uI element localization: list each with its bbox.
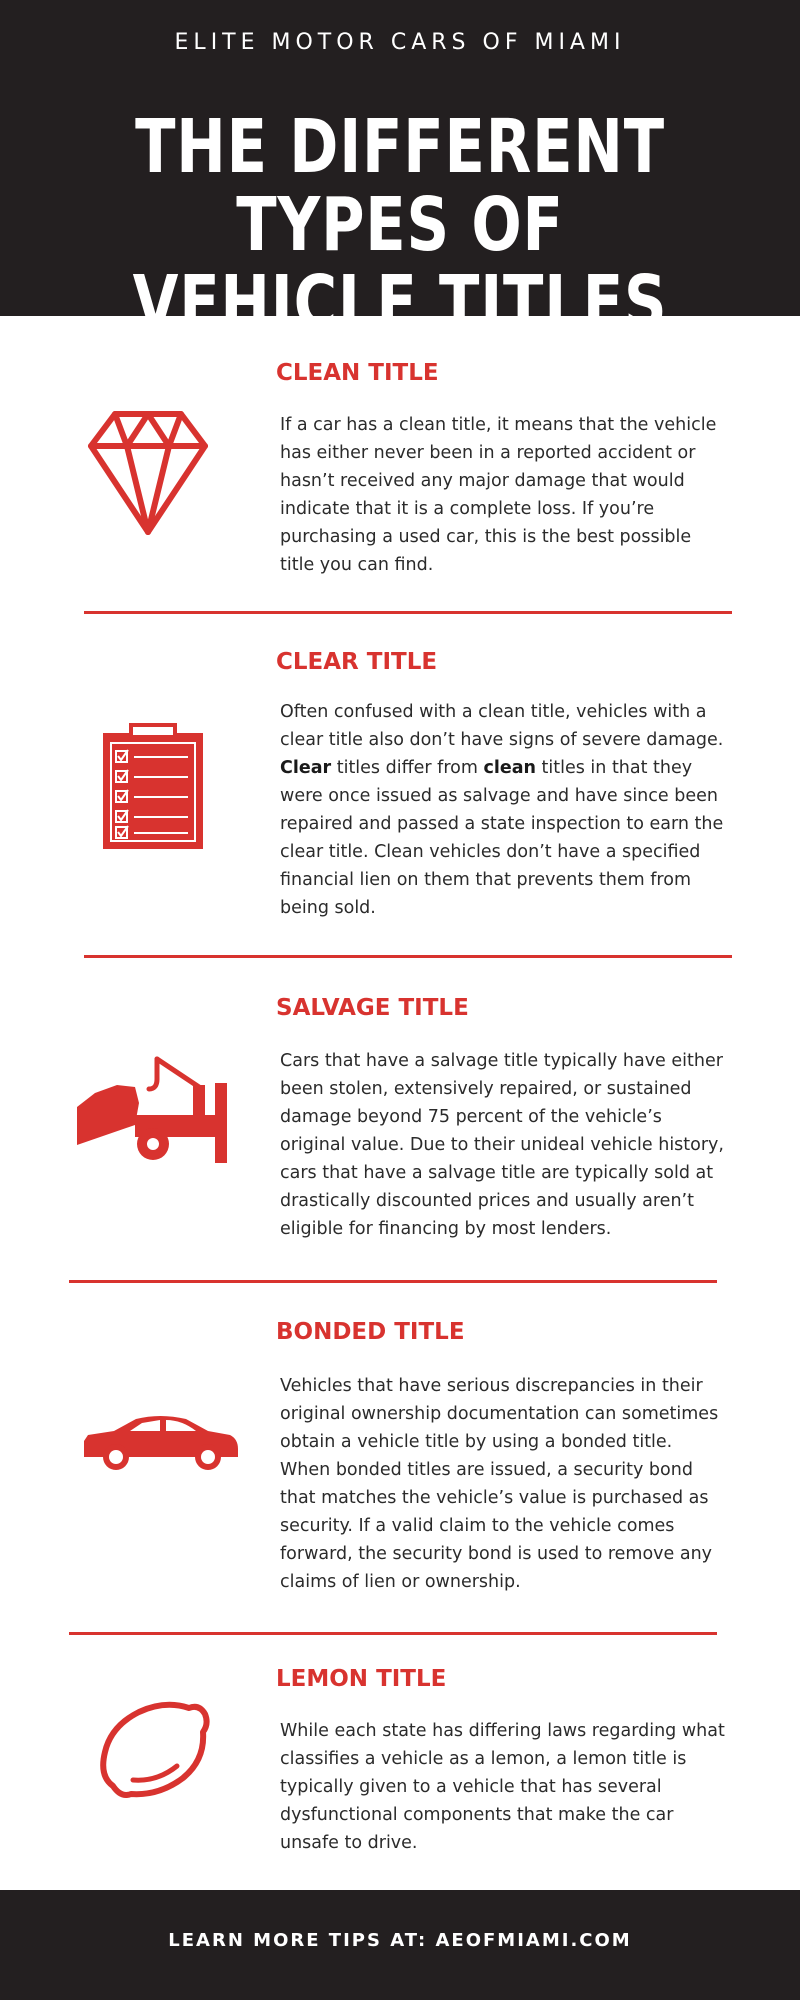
page-title-line-1: THE DIFFERENT TYPES OF xyxy=(135,104,665,268)
lemon-icon xyxy=(95,1700,211,1800)
header-banner xyxy=(0,0,800,346)
tow-truck-icon xyxy=(75,1055,229,1165)
body-text: titles differ from xyxy=(331,758,484,778)
brand-name: ELITE MOTOR CARS OF MIAMI xyxy=(174,30,626,55)
clipboard-checklist-icon xyxy=(100,723,206,853)
section-title: LEMON TITLE xyxy=(276,1666,447,1692)
section-divider xyxy=(69,1632,717,1635)
body-bold-clean: clean xyxy=(483,758,536,778)
section-divider xyxy=(84,955,732,958)
section-divider xyxy=(84,611,732,614)
page-title xyxy=(80,104,720,346)
page-title-line-2: VEHICLE TITLES xyxy=(132,260,668,346)
section-title: BONDED TITLE xyxy=(276,1319,465,1345)
body-text: titles in that they were once issued as salvage and have since been repaired and passed a state inspection to earn the clear title. Clean vehicles don’t have a specified financial lien on them that prevents them from being sold. xyxy=(280,758,724,918)
diamond-icon xyxy=(85,410,211,536)
section-body: Vehicles that have serious discrepancies in their original ownership documentation can sometimes obtain a vehicle title by using a bonded title. When bonded titles are issued, a security bond that matches the vehicle’s value is purchased as security. If a valid claim to the vehicle comes forward, the security bond is used to remove any claims of lien or ownership. xyxy=(280,1376,719,1592)
section-divider xyxy=(69,1280,717,1283)
section-body xyxy=(280,698,725,922)
section-body: Cars that have a salvage title typically have either been stolen, extensively repaired, or sustained damage beyond 75 percent of the vehicle’s original value. Due to their unideal vehicle history, cars that have a salvage title are typically sold at drastically discounted prices and usually aren’t eligible for financing by most lenders. xyxy=(280,1051,724,1239)
body-text: Often confused with a clean title, vehicles with a clear title also don’t have signs of severe damage. xyxy=(280,702,724,750)
section-title: CLEAR TITLE xyxy=(276,649,438,675)
section-title: CLEAN TITLE xyxy=(276,360,439,386)
section-body: While each state has differing laws regarding what classifies a vehicle as a lemon, a lemon title is typically given to a vehicle that has several dysfunctional components that make the car unsafe to drive. xyxy=(280,1721,725,1853)
footer-banner xyxy=(0,1890,800,2000)
footer-cta: LEARN MORE TIPS AT: AEOFMIAMI.COM xyxy=(168,1930,632,1951)
section-title: SALVAGE TITLE xyxy=(276,995,469,1021)
body-bold-clear: Clear xyxy=(280,758,332,778)
section-body: If a car has a clean title, it means that the vehicle has either never been in a reported accident or hasn’t received any major damage that would indicate that it is a complete loss. If you’re purchasing a used car, this is the best possible title you can find. xyxy=(280,415,717,575)
car-icon xyxy=(80,1415,242,1473)
